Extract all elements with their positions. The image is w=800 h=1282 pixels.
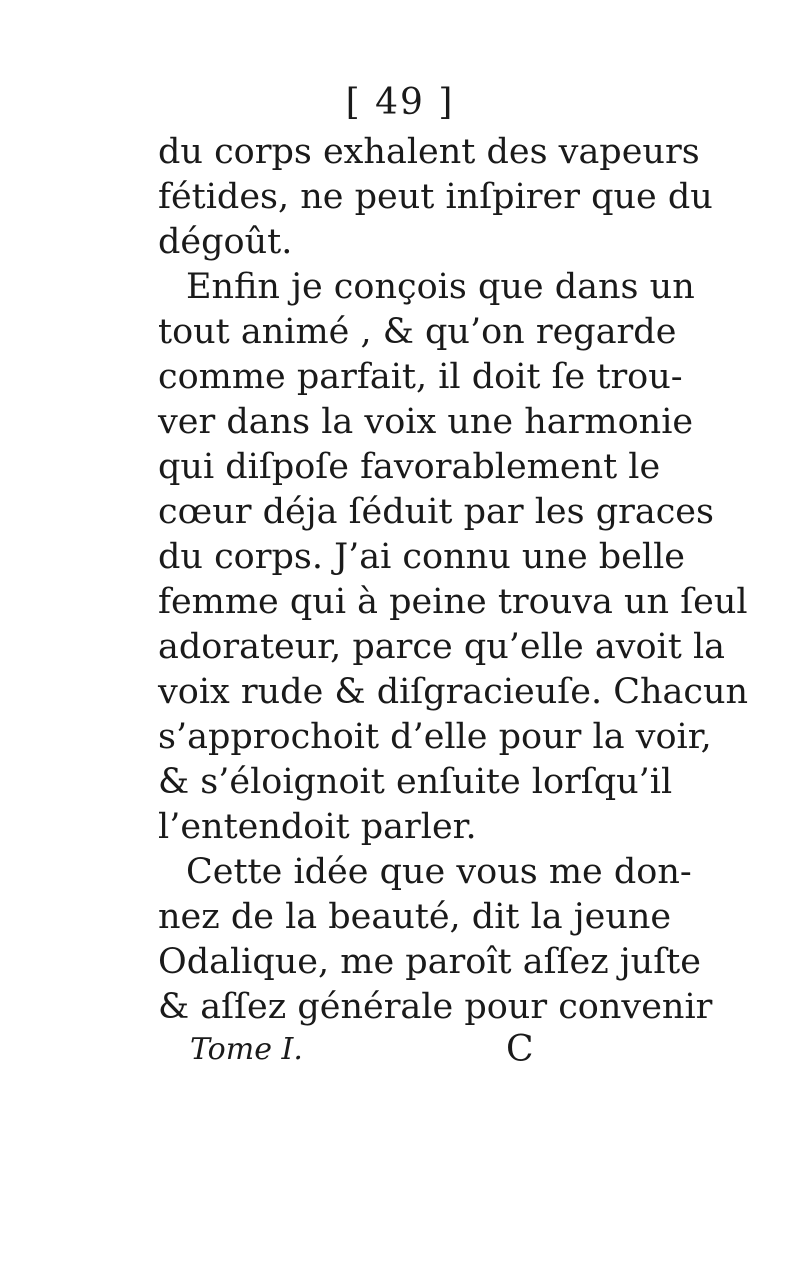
text-line: Enfin je conçois que dans un	[186, 267, 695, 307]
text-line: Cette idée que vous me don-	[186, 852, 692, 892]
text-line: du corps. J’ai connu une belle	[158, 537, 685, 577]
text-line: l’entendoit parler.	[158, 807, 477, 847]
text-line: s’approchoit d’elle pour la voir,	[158, 717, 712, 757]
text-line: fétides, ne peut inſpirer que du	[158, 177, 713, 217]
body-text	[158, 130, 749, 1030]
text-line: Odalique, me paroît aſſez juſte	[158, 942, 701, 982]
page-number: [ 49 ]	[345, 82, 455, 123]
text-line: & s’éloignoit enſuite lorſqu’il	[158, 762, 673, 802]
text-line: cœur déja ſéduit par les graces	[158, 492, 714, 532]
text-line: tout animé , & qu’on regarde	[158, 312, 677, 352]
text-line: du corps exhalent des vapeurs	[158, 132, 700, 172]
volume-label: Tome I.	[190, 1032, 303, 1067]
page-footer	[0, 1025, 800, 1075]
text-line: dégoût.	[158, 222, 293, 262]
text-line: ver dans la voix une harmonie	[158, 402, 694, 442]
text-line: femme qui à peine trouva un ſeul	[158, 582, 748, 622]
text-line: qui diſpoſe favorablement le	[158, 447, 661, 487]
text-line: adorateur, parce qu’elle avoit la	[158, 627, 726, 667]
signature-mark: C	[506, 1029, 534, 1070]
text-line: voix rude & diſgracieuſe. Chacun	[158, 672, 749, 712]
text-line: & aſſez générale pour convenir	[158, 987, 713, 1027]
text-line: nez de la beauté, dit la jeune	[158, 897, 672, 937]
text-line: comme parfait, il doit ſe trou-	[158, 357, 683, 397]
